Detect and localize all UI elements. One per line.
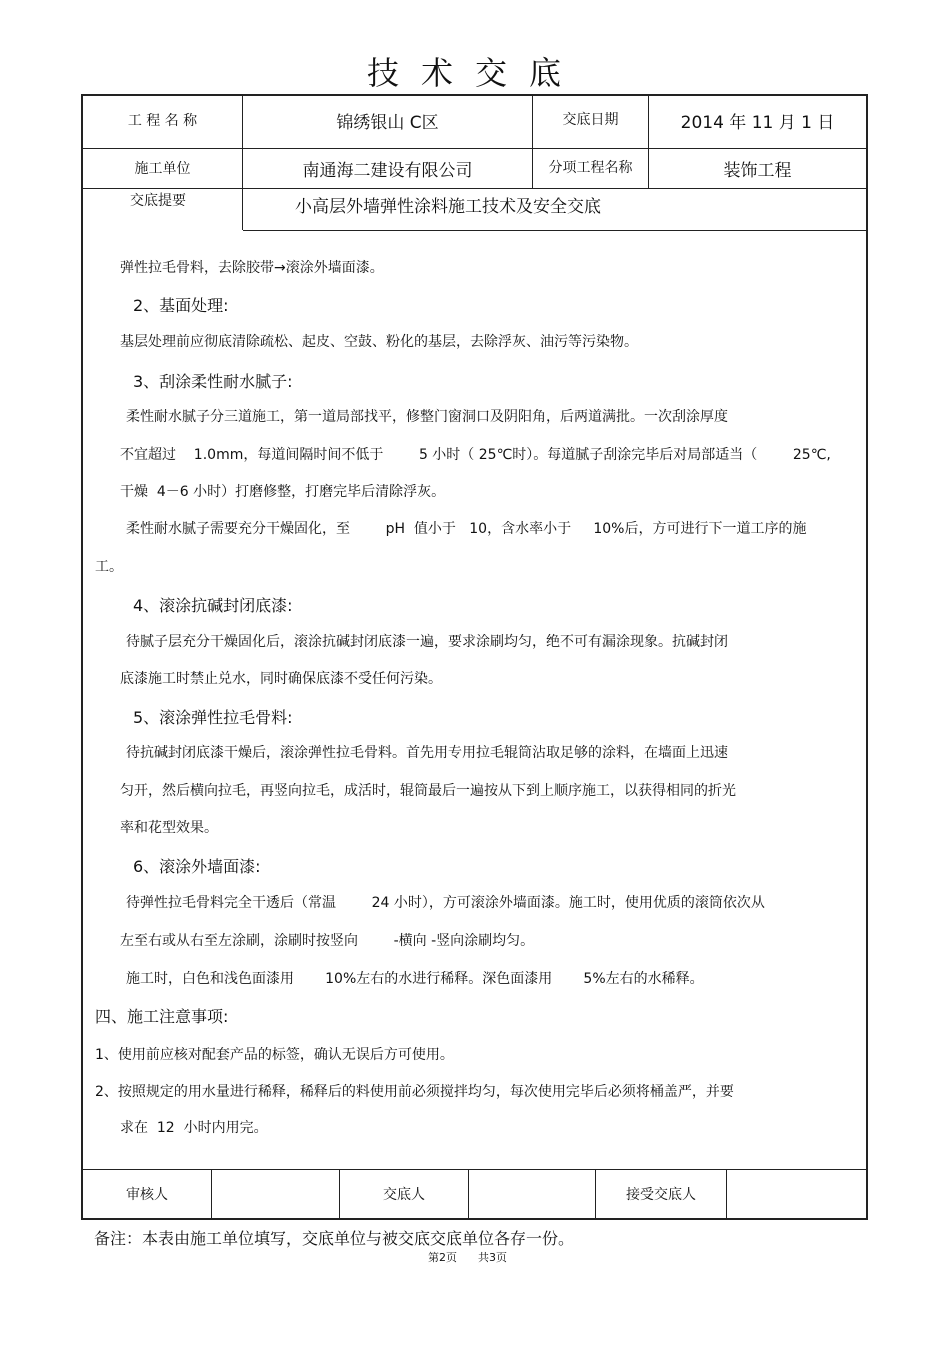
body-line: 求在 12 小时内用完。 xyxy=(120,1120,268,1136)
contractor-value: 南通海二建设有限公司 xyxy=(302,160,473,181)
body-line: 匀开，然后横向拉毛，再竖向拉毛，成活时，辊筒最后一遍按从下到上顺序施工，以获得相同的折光 xyxy=(120,783,736,799)
project-name-label: 工 程 名 称 xyxy=(127,113,198,129)
section-heading: 2、基面处理: xyxy=(133,296,229,315)
receiver-label: 接受交底人 xyxy=(626,1187,696,1203)
section-heading: 6、滚涂外墙面漆: xyxy=(133,857,261,876)
section-heading: 4、滚涂抗碱封闭底漆: xyxy=(133,596,293,615)
body-line: 干燥 4－6 小时）打磨修整，打磨完毕后清除浮灰。 xyxy=(120,484,446,500)
body-line: 基层处理前应彻底清除疏松、起皮、空鼓、粉化的基层，去除浮灰、油污等污染物。 xyxy=(120,334,638,350)
summary-value: 小高层外墙弹性涂料施工技术及安全交底 xyxy=(295,197,601,217)
body-line: 工。 xyxy=(95,559,123,575)
section-heading: 四、施工注意事项: xyxy=(95,1007,229,1026)
date-value: 2014 年 11 月 1 日 xyxy=(680,112,835,133)
sub-project-label: 分项工程名称 xyxy=(548,160,633,176)
contractor-label: 施工单位 xyxy=(134,161,191,177)
sub-project-value: 装饰工程 xyxy=(723,160,792,181)
page-number: 第2页 共3页 xyxy=(428,1251,507,1264)
row-divider xyxy=(243,230,866,231)
date-label: 交底日期 xyxy=(562,112,619,128)
body-line: 左至右或从右至左涂刷，涂刷时按竖向 -横向 -竖向涂刷均匀。 xyxy=(120,933,535,949)
body-line: 弹性拉毛骨料，去除胶带→滚涂外墙面漆。 xyxy=(120,260,384,276)
document-title: 技术交底 xyxy=(366,54,583,92)
discloser-label: 交底人 xyxy=(383,1187,425,1203)
body-line: 不宜超过 1.0mm，每道间隔时间不低于 5 小时（ 25℃时）。每道腻子刮涂完毕后对局部适当（ 25℃, xyxy=(120,447,831,463)
reviewer-label: 审核人 xyxy=(126,1187,168,1203)
body-line: 底漆施工时禁止兑水，同时确保底漆不受任何污染。 xyxy=(120,671,442,687)
body-line: 柔性耐水腻子分三道施工，第一道局部找平，修整门窗洞口及阴阳角，后两道满批。一次刮涂厚度 xyxy=(126,409,728,425)
body-line: 施工时，白色和浅色面漆用 10%左右的水进行稀释。深色面漆用 5%左右的水稀释。 xyxy=(126,971,704,987)
receiver-signature-field[interactable] xyxy=(727,1170,866,1218)
footer-note: 备注：本表由施工单位填写，交底单位与被交底交底单位各存一份。 xyxy=(94,1229,575,1248)
body-line: 率和花型效果。 xyxy=(120,820,218,836)
discloser-signature-field[interactable] xyxy=(469,1170,595,1218)
body-line: 柔性耐水腻子需要充分干燥固化，至 pH 值小于 10，含水率小于 10%后，方可进行下一道工序的施 xyxy=(126,521,807,537)
project-name-value: 锦绣银山 C区 xyxy=(336,112,439,133)
section-heading: 5、滚涂弹性拉毛骨料: xyxy=(133,708,293,727)
summary-label: 交底提要 xyxy=(130,193,186,209)
body-line: 待抗碱封闭底漆干燥后，滚涂弹性拉毛骨料。首先用专用拉毛辊筒沾取足够的涂料，在墙面上迅速 xyxy=(126,745,728,761)
body-line: 待腻子层充分干燥固化后，滚涂抗碱封闭底漆一遍，要求涂刷均匀，绝不可有漏涂现象。抗碱封闭 xyxy=(126,634,728,650)
body-line: 待弹性拉毛骨料完全干透后（常温 24 小时），方可滚涂外墙面漆。施工时，使用优质的滚筒依次从 xyxy=(126,895,765,911)
body-line: 1、使用前应核对配套产品的标签，确认无误后方可使用。 xyxy=(95,1047,454,1063)
reviewer-signature-field[interactable] xyxy=(212,1170,339,1218)
body-line: 2、按照规定的用水量进行稀释，稀释后的料使用前必须搅拌均匀，每次使用完毕后必须将桶盖严，并要 xyxy=(95,1084,734,1100)
section-heading: 3、刮涂柔性耐水腻子: xyxy=(133,372,293,391)
